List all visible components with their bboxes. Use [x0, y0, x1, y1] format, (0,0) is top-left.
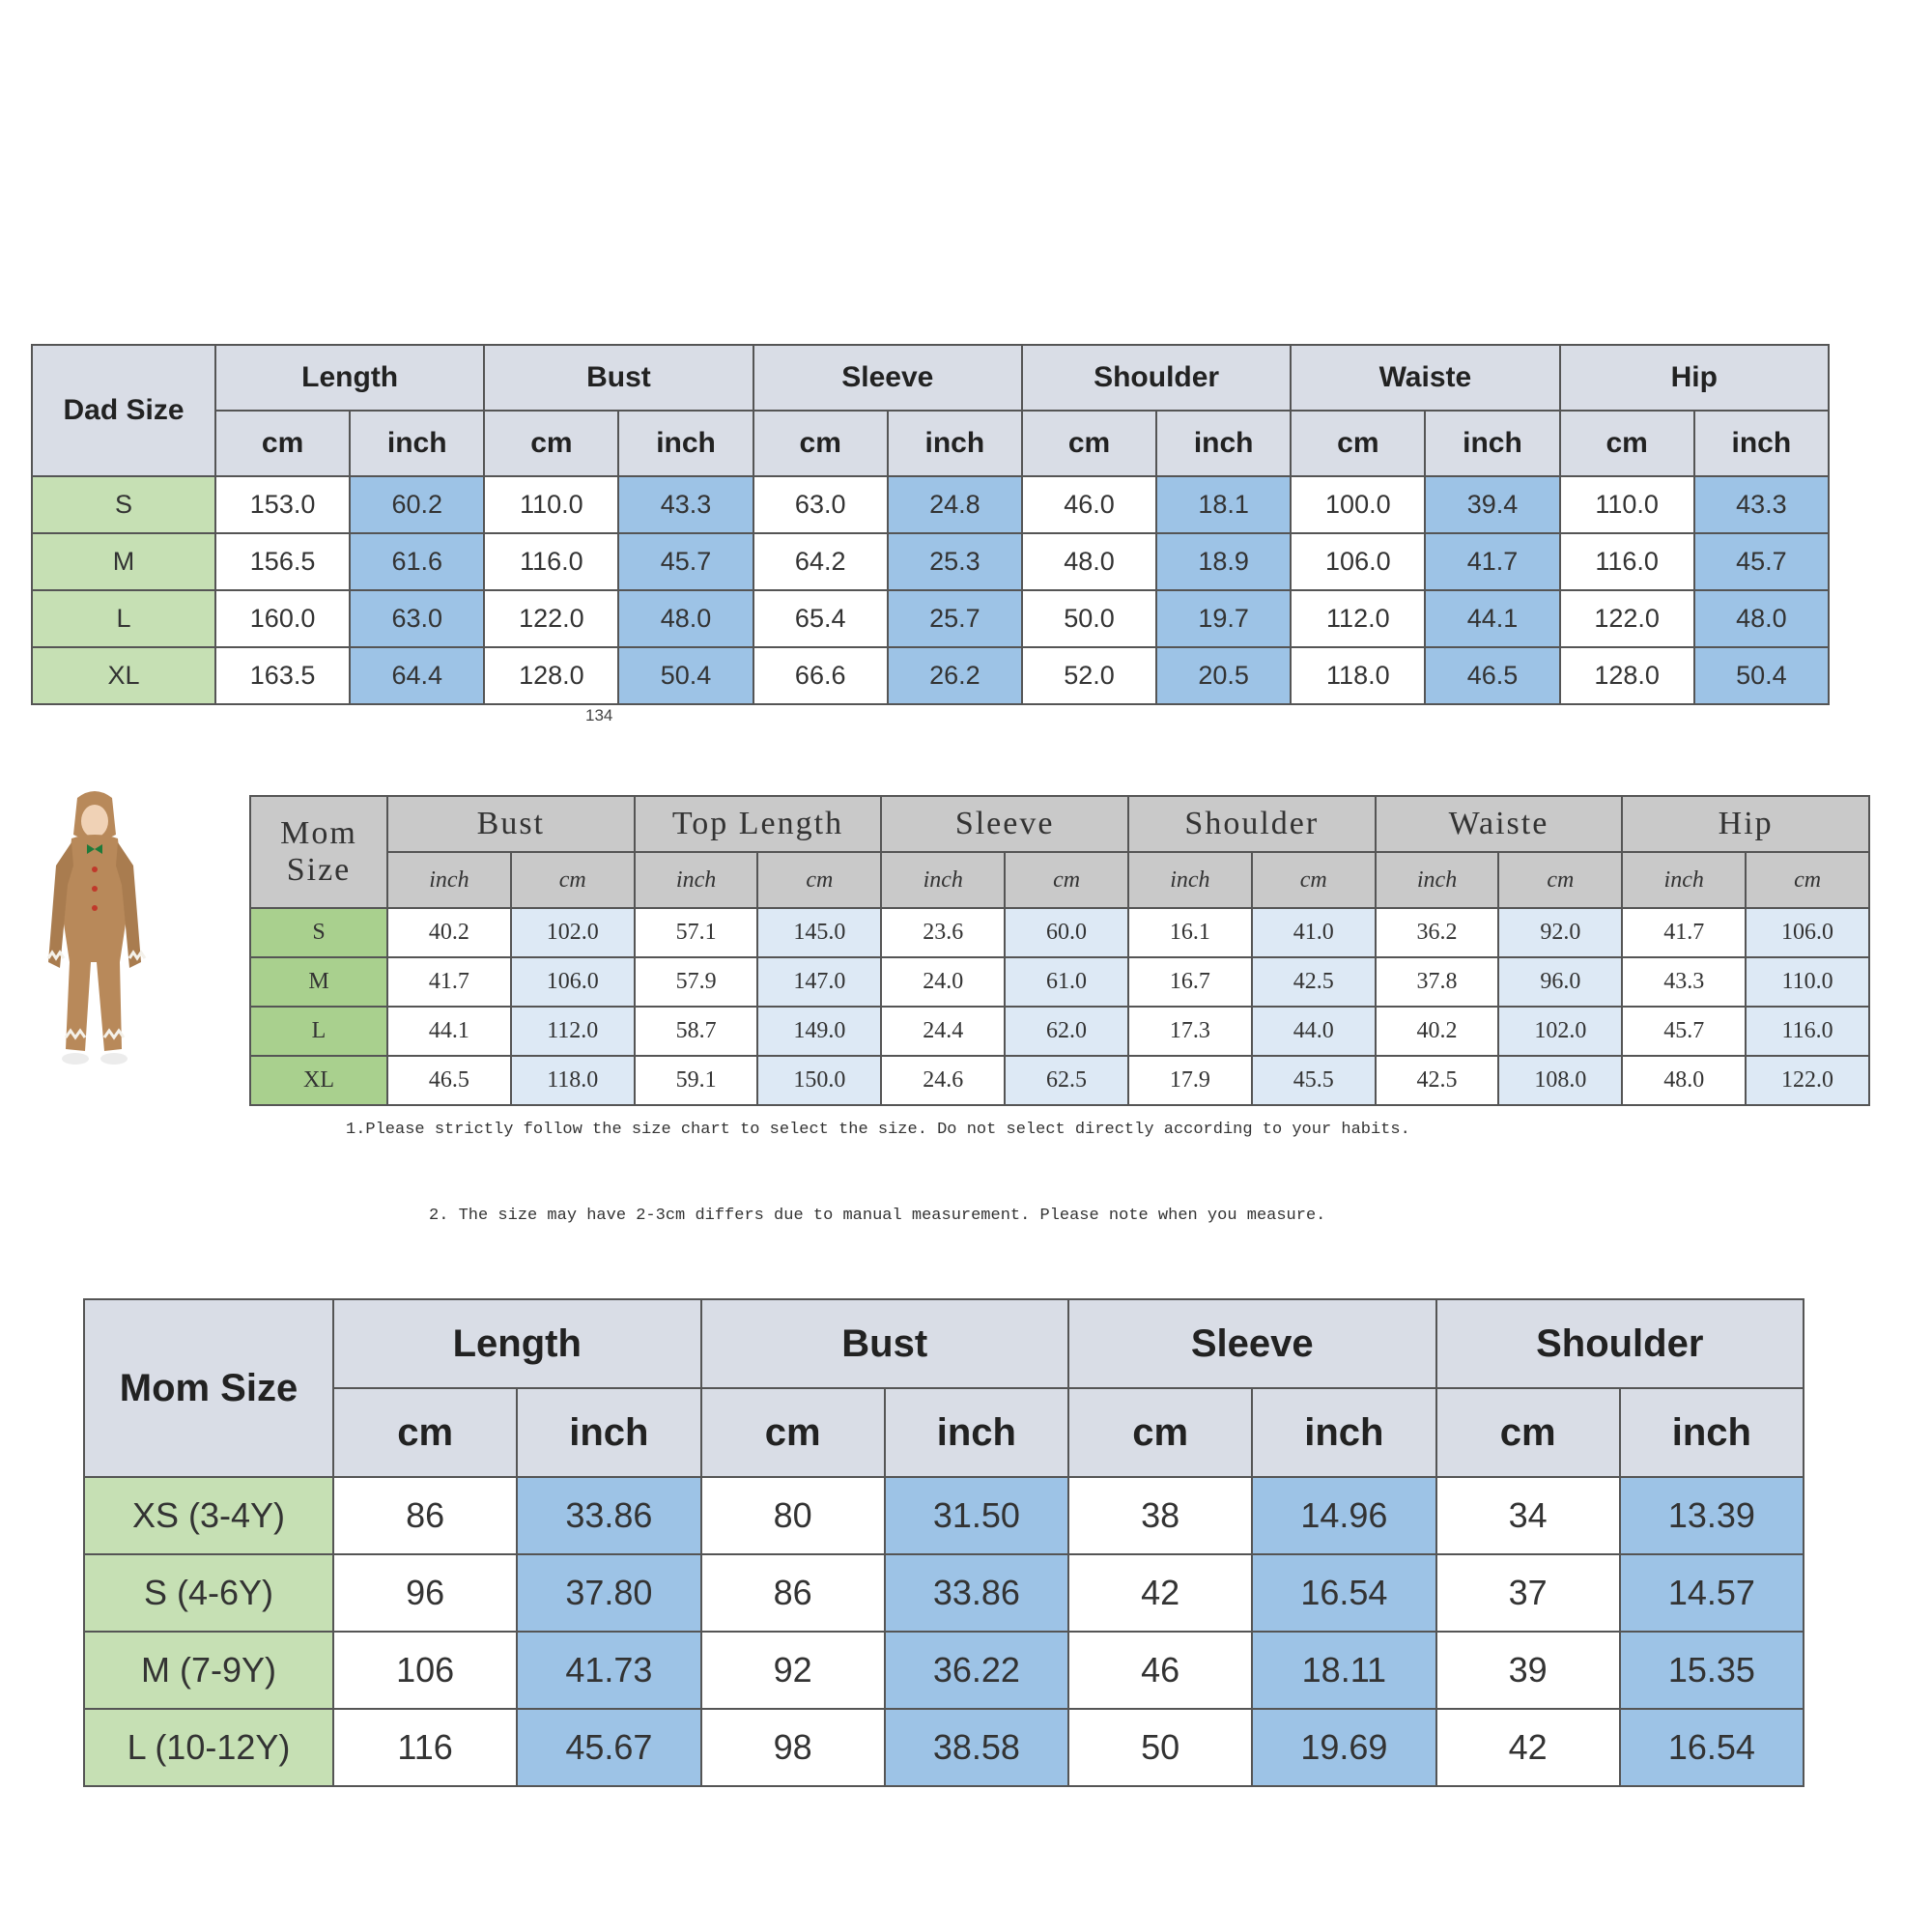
measurement-cell: 149.0 [757, 1007, 881, 1056]
measurement-cell: 39.4 [1425, 476, 1559, 533]
measurement-cell: 92.0 [1498, 908, 1622, 957]
table-row [84, 1709, 1804, 1786]
measurement-cell: 37.8 [1376, 957, 1499, 1007]
measurement-cell: 48.0 [618, 590, 753, 647]
measurement-cell: 128.0 [1560, 647, 1694, 704]
measurement-cell: 145.0 [757, 908, 881, 957]
measurement-cell: 16.54 [1252, 1554, 1435, 1632]
size-note-2: 2. The size may have 2-3cm differs due to manual measurement. Please note when you measure. [429, 1207, 1326, 1225]
measurement-cell: 36.2 [1376, 908, 1499, 957]
measurement-cell: 44.0 [1252, 1007, 1376, 1056]
measurement-cell: 40.2 [1376, 1007, 1499, 1056]
measurement-cell: 41.73 [517, 1632, 700, 1709]
measurement-cell: 33.86 [517, 1477, 700, 1554]
measurement-cell: 33.86 [885, 1554, 1068, 1632]
table-row [250, 957, 1869, 1007]
measurement-cell: 14.96 [1252, 1477, 1435, 1554]
kid-size-table [83, 1298, 1804, 1787]
unit-header: inch [618, 411, 753, 476]
size-label-cell: S (4-6Y) [84, 1554, 333, 1632]
size-label-cell: S [250, 908, 387, 957]
kid-sleeve-header: Sleeve [1068, 1299, 1436, 1388]
table-row [32, 590, 1829, 647]
measurement-cell: 40.2 [387, 908, 511, 957]
measurement-cell: 16.1 [1128, 908, 1252, 957]
measurement-cell: 61.0 [1005, 957, 1128, 1007]
unit-header: cm [484, 411, 618, 476]
mom-sleeve-header: Sleeve [881, 796, 1128, 852]
measurement-cell: 122.0 [484, 590, 618, 647]
kid-length-header: Length [333, 1299, 701, 1388]
unit-header: cm [333, 1388, 517, 1477]
measurement-cell: 62.5 [1005, 1056, 1128, 1105]
size-label-cell: XS (3-4Y) [84, 1477, 333, 1554]
unit-header: cm [701, 1388, 885, 1477]
measurement-cell: 16.7 [1128, 957, 1252, 1007]
unit-header: inch [1694, 411, 1829, 476]
size-label-cell: L [32, 590, 215, 647]
mom-waist-header: Waiste [1376, 796, 1623, 852]
size-label-cell: M [250, 957, 387, 1007]
measurement-cell: 18.11 [1252, 1632, 1435, 1709]
measurement-cell: 96 [333, 1554, 517, 1632]
measurement-cell: 96.0 [1498, 957, 1622, 1007]
measurement-cell: 48.0 [1622, 1056, 1746, 1105]
measurement-cell: 43.3 [1622, 957, 1746, 1007]
measurement-cell: 46.5 [387, 1056, 511, 1105]
measurement-cell: 41.7 [387, 957, 511, 1007]
measurement-cell: 41.7 [1622, 908, 1746, 957]
measurement-cell: 80 [701, 1477, 885, 1554]
measurement-cell: 116.0 [484, 533, 618, 590]
size-label-cell: L (10-12Y) [84, 1709, 333, 1786]
measurement-cell: 24.6 [881, 1056, 1005, 1105]
measurement-cell: 122.0 [1746, 1056, 1869, 1105]
measurement-cell: 43.3 [1694, 476, 1829, 533]
table-row [250, 1056, 1869, 1105]
measurement-cell: 63.0 [350, 590, 484, 647]
size-label-cell: S [32, 476, 215, 533]
measurement-cell: 46.0 [1022, 476, 1156, 533]
measurement-cell: 153.0 [215, 476, 350, 533]
measurement-cell: 41.7 [1425, 533, 1559, 590]
size-label-cell: L [250, 1007, 387, 1056]
table-row [250, 908, 1869, 957]
measurement-cell: 118.0 [511, 1056, 635, 1105]
measurement-cell: 52.0 [1022, 647, 1156, 704]
measurement-cell: 46.5 [1425, 647, 1559, 704]
table-row [32, 647, 1829, 704]
unit-header: inch [517, 1388, 700, 1477]
unit-header: cm [1252, 852, 1376, 908]
measurement-cell: 116.0 [1746, 1007, 1869, 1056]
measurement-cell: 118.0 [1291, 647, 1425, 704]
unit-header: inch [1425, 411, 1559, 476]
measurement-cell: 44.1 [387, 1007, 511, 1056]
dad-sleeve-header: Sleeve [753, 345, 1022, 411]
measurement-cell: 48.0 [1694, 590, 1829, 647]
unit-header: inch [881, 852, 1005, 908]
measurement-cell: 58.7 [635, 1007, 758, 1056]
mom-size-header-line2: Size [286, 852, 352, 888]
measurement-cell: 50.0 [1022, 590, 1156, 647]
measurement-cell: 45.67 [517, 1709, 700, 1786]
mom-bust-header: Bust [387, 796, 635, 852]
unit-header: inch [1620, 1388, 1804, 1477]
measurement-cell: 65.4 [753, 590, 888, 647]
unit-header: inch [387, 852, 511, 908]
measurement-cell: 37.80 [517, 1554, 700, 1632]
measurement-cell: 25.3 [888, 533, 1022, 590]
table-row [84, 1632, 1804, 1709]
measurement-cell: 61.6 [350, 533, 484, 590]
measurement-cell: 16.54 [1620, 1709, 1804, 1786]
measurement-cell: 18.9 [1156, 533, 1291, 590]
dad-shoulder-header: Shoulder [1022, 345, 1291, 411]
kid-size-header: Mom Size [84, 1299, 333, 1477]
measurement-cell: 38.58 [885, 1709, 1068, 1786]
measurement-cell: 19.69 [1252, 1709, 1435, 1786]
size-label-cell: XL [250, 1056, 387, 1105]
measurement-cell: 13.39 [1620, 1477, 1804, 1554]
measurement-cell: 59.1 [635, 1056, 758, 1105]
measurement-cell: 64.4 [350, 647, 484, 704]
measurement-cell: 20.5 [1156, 647, 1291, 704]
measurement-cell: 60.2 [350, 476, 484, 533]
unit-header: inch [1156, 411, 1291, 476]
measurement-cell: 23.6 [881, 908, 1005, 957]
table-row [32, 533, 1829, 590]
onesie-model-photo [37, 788, 153, 1097]
table-row [84, 1477, 1804, 1554]
unit-header: cm [215, 411, 350, 476]
mom-size-table [249, 795, 1870, 1106]
measurement-cell: 45.5 [1252, 1056, 1376, 1105]
size-label-cell: M (7-9Y) [84, 1632, 333, 1709]
unit-header: inch [888, 411, 1022, 476]
mom-shoulder-header: Shoulder [1128, 796, 1376, 852]
dad-length-header: Length [215, 345, 484, 411]
kid-bust-header: Bust [701, 1299, 1069, 1388]
unit-header: cm [511, 852, 635, 908]
measurement-cell: 42.5 [1252, 957, 1376, 1007]
measurement-cell: 17.9 [1128, 1056, 1252, 1105]
measurement-cell: 42 [1436, 1709, 1620, 1786]
measurement-cell: 37 [1436, 1554, 1620, 1632]
dad-size-table [31, 344, 1830, 705]
unit-header: cm [1022, 411, 1156, 476]
measurement-cell: 15.35 [1620, 1632, 1804, 1709]
page-number-label: 134 [585, 706, 613, 724]
dad-bust-header: Bust [484, 345, 753, 411]
measurement-cell: 147.0 [757, 957, 881, 1007]
unit-header: cm [1498, 852, 1622, 908]
size-note-1: 1.Please strictly follow the size chart to select the size. Do not select directly according to your habits. [346, 1121, 1410, 1139]
measurement-cell: 156.5 [215, 533, 350, 590]
unit-header: cm [1436, 1388, 1620, 1477]
mom-size-header-line1: Mom [280, 815, 357, 851]
measurement-cell: 86 [333, 1477, 517, 1554]
measurement-cell: 106.0 [1746, 908, 1869, 957]
measurement-cell: 24.0 [881, 957, 1005, 1007]
table-row [84, 1554, 1804, 1632]
unit-header: cm [1005, 852, 1128, 908]
unit-header: cm [1291, 411, 1425, 476]
measurement-cell: 66.6 [753, 647, 888, 704]
measurement-cell: 102.0 [511, 908, 635, 957]
measurement-cell: 163.5 [215, 647, 350, 704]
measurement-cell: 46 [1068, 1632, 1252, 1709]
measurement-cell: 160.0 [215, 590, 350, 647]
measurement-cell: 44.1 [1425, 590, 1559, 647]
measurement-cell: 34 [1436, 1477, 1620, 1554]
unit-header: cm [757, 852, 881, 908]
dad-size-header: Dad Size [32, 345, 215, 476]
measurement-cell: 24.8 [888, 476, 1022, 533]
measurement-cell: 31.50 [885, 1477, 1068, 1554]
size-label-cell: M [32, 533, 215, 590]
measurement-cell: 26.2 [888, 647, 1022, 704]
measurement-cell: 102.0 [1498, 1007, 1622, 1056]
measurement-cell: 112.0 [511, 1007, 635, 1056]
measurement-cell: 48.0 [1022, 533, 1156, 590]
measurement-cell: 62.0 [1005, 1007, 1128, 1056]
unit-header: inch [1128, 852, 1252, 908]
measurement-cell: 92 [701, 1632, 885, 1709]
measurement-cell: 106 [333, 1632, 517, 1709]
measurement-cell: 150.0 [757, 1056, 881, 1105]
measurement-cell: 17.3 [1128, 1007, 1252, 1056]
measurement-cell: 57.1 [635, 908, 758, 957]
measurement-cell: 57.9 [635, 957, 758, 1007]
measurement-cell: 110.0 [1560, 476, 1694, 533]
measurement-cell: 42 [1068, 1554, 1252, 1632]
measurement-cell: 24.4 [881, 1007, 1005, 1056]
measurement-cell: 116.0 [1560, 533, 1694, 590]
measurement-cell: 106.0 [1291, 533, 1425, 590]
unit-header: inch [350, 411, 484, 476]
unit-header: cm [753, 411, 888, 476]
measurement-cell: 98 [701, 1709, 885, 1786]
table-row [250, 1007, 1869, 1056]
kid-shoulder-header: Shoulder [1436, 1299, 1804, 1388]
measurement-cell: 25.7 [888, 590, 1022, 647]
unit-header: inch [1376, 852, 1499, 908]
measurement-cell: 18.1 [1156, 476, 1291, 533]
measurement-cell: 110.0 [484, 476, 618, 533]
mom-top-length-header: Top Length [635, 796, 882, 852]
unit-header: cm [1746, 852, 1869, 908]
measurement-cell: 38 [1068, 1477, 1252, 1554]
measurement-cell: 43.3 [618, 476, 753, 533]
measurement-cell: 100.0 [1291, 476, 1425, 533]
table-row [32, 476, 1829, 533]
measurement-cell: 50.4 [1694, 647, 1829, 704]
measurement-cell: 39 [1436, 1632, 1620, 1709]
measurement-cell: 19.7 [1156, 590, 1291, 647]
measurement-cell: 45.7 [1694, 533, 1829, 590]
measurement-cell: 45.7 [1622, 1007, 1746, 1056]
dad-hip-header: Hip [1560, 345, 1829, 411]
mom-hip-header: Hip [1622, 796, 1869, 852]
measurement-cell: 110.0 [1746, 957, 1869, 1007]
measurement-cell: 116 [333, 1709, 517, 1786]
measurement-cell: 63.0 [753, 476, 888, 533]
measurement-cell: 50.4 [618, 647, 753, 704]
measurement-cell: 122.0 [1560, 590, 1694, 647]
measurement-cell: 86 [701, 1554, 885, 1632]
measurement-cell: 112.0 [1291, 590, 1425, 647]
unit-header: inch [885, 1388, 1068, 1477]
unit-header: inch [1252, 1388, 1435, 1477]
mom-size-header [250, 796, 387, 908]
measurement-cell: 50 [1068, 1709, 1252, 1786]
size-label-cell: XL [32, 647, 215, 704]
unit-header: inch [1622, 852, 1746, 908]
measurement-cell: 108.0 [1498, 1056, 1622, 1105]
unit-header: cm [1068, 1388, 1252, 1477]
measurement-cell: 45.7 [618, 533, 753, 590]
measurement-cell: 41.0 [1252, 908, 1376, 957]
measurement-cell: 106.0 [511, 957, 635, 1007]
measurement-cell: 60.0 [1005, 908, 1128, 957]
measurement-cell: 64.2 [753, 533, 888, 590]
measurement-cell: 42.5 [1376, 1056, 1499, 1105]
measurement-cell: 36.22 [885, 1632, 1068, 1709]
measurement-cell: 14.57 [1620, 1554, 1804, 1632]
unit-header: cm [1560, 411, 1694, 476]
measurement-cell: 128.0 [484, 647, 618, 704]
dad-waist-header: Waiste [1291, 345, 1559, 411]
unit-header: inch [635, 852, 758, 908]
